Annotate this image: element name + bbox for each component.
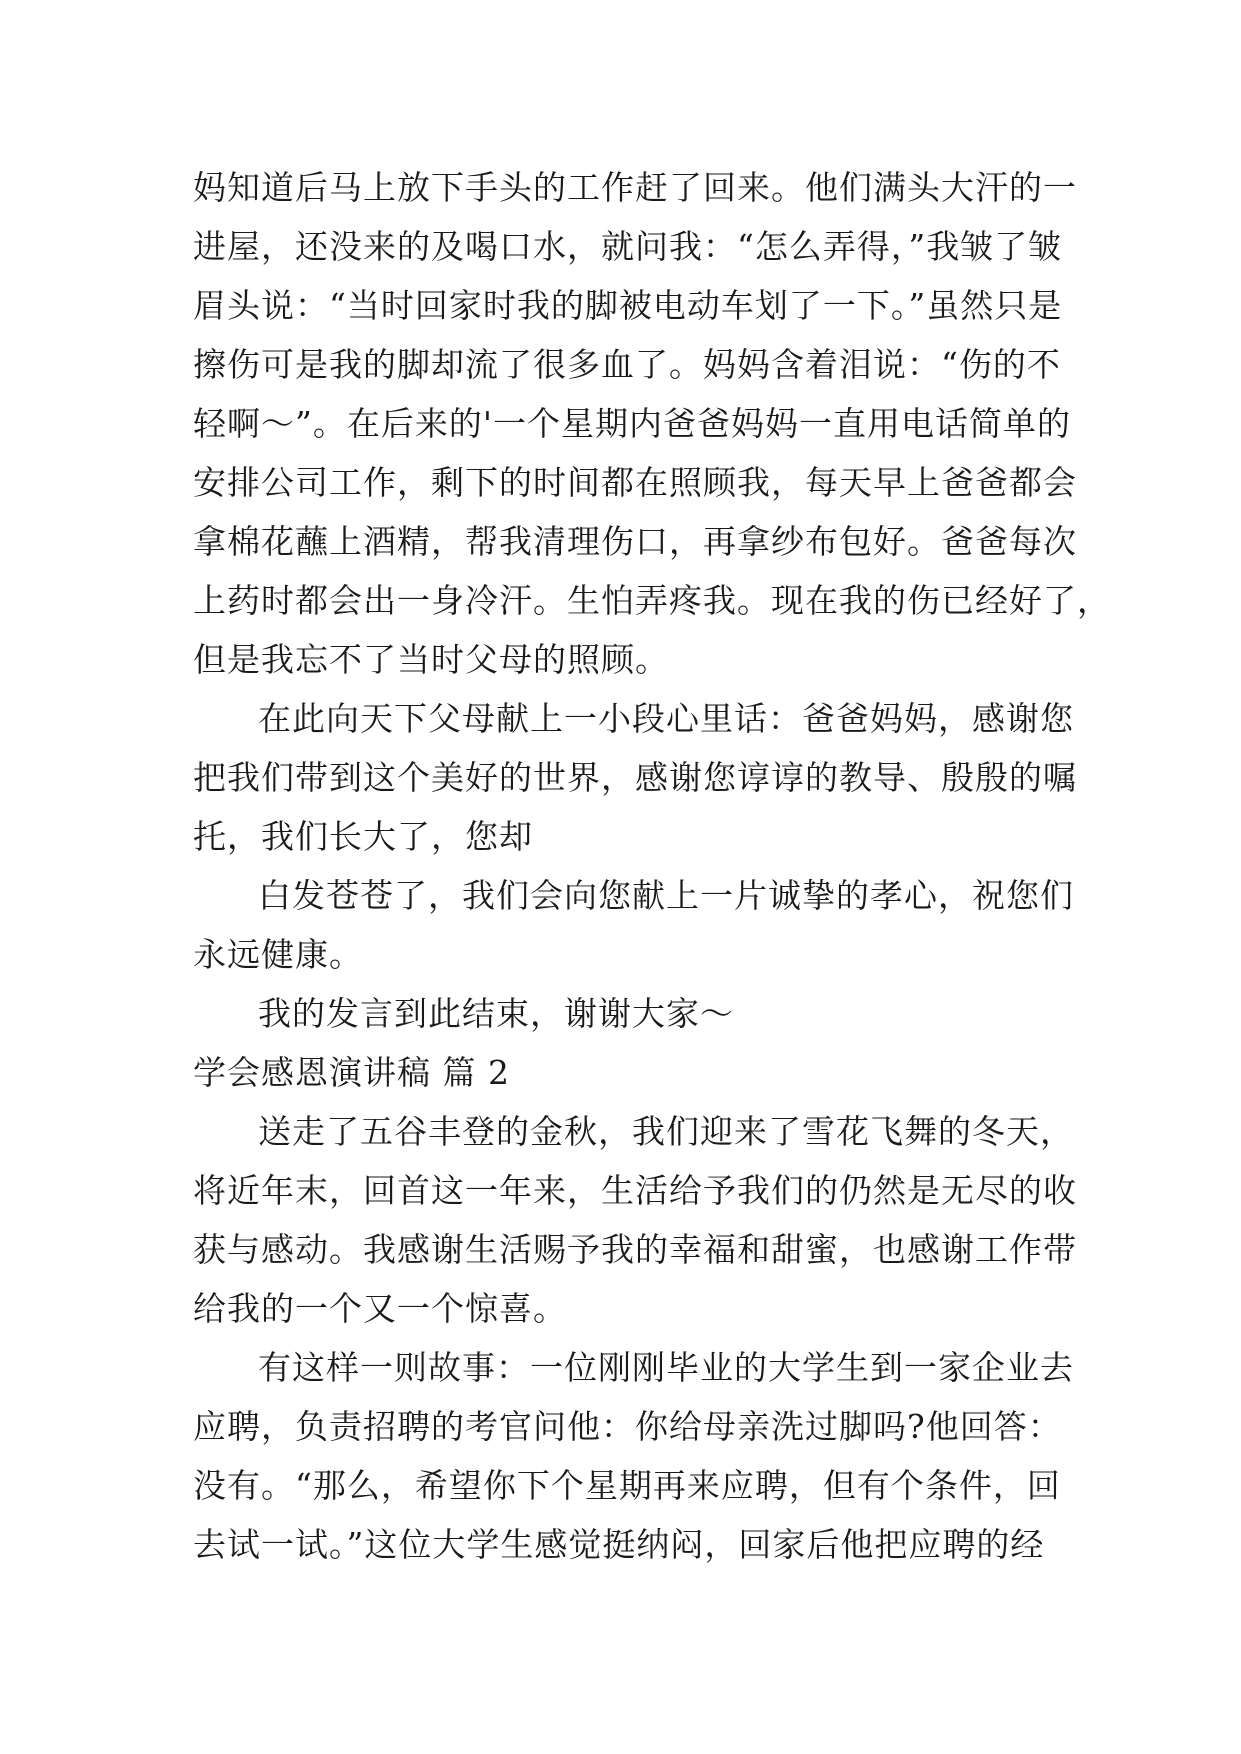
paragraph-line: 有这样一则故事：一位刚刚毕业的大学生到一家企业去 — [258, 1348, 1074, 1387]
paragraph-line: 拿棉花蘸上酒精，帮我清理伤口，再拿纱布包好。爸爸每次 — [193, 522, 1077, 561]
paragraph-line: 进屋，还没来的及喝口水，就问我：“怎么弄得，”我皱了皱 — [193, 227, 1063, 266]
paragraph-line: 把我们带到这个美好的世界，感谢您谆谆的教导、殷殷的嘱 — [193, 758, 1077, 797]
paragraph-line: 我的发言到此结束，谢谢大家～ — [258, 994, 734, 1033]
section-heading: 学会感恩演讲稿 篇 2 — [193, 1053, 510, 1092]
paragraph-line: 妈知道后马上放下手头的工作赶了回来。他们满头大汗的一 — [193, 168, 1077, 207]
paragraph-line: 获与感动。我感谢生活赐予我的幸福和甜蜜，也感谢工作带 — [193, 1230, 1077, 1269]
paragraph-line: 没有。“那么，希望你下个星期再来应聘，但有个条件，回 — [193, 1466, 1061, 1505]
paragraph-line: 但是我忘不了当时父母的照顾。 — [193, 640, 669, 679]
paragraph-line: 去试一试。”这位大学生感觉挺纳闷，回家后他把应聘的经 — [193, 1525, 1045, 1564]
paragraph-line: 在此向天下父母献上一小段心里话：爸爸妈妈，感谢您 — [258, 699, 1074, 738]
paragraph-line: 给我的一个又一个惊喜。 — [193, 1289, 567, 1328]
paragraph-line: 上药时都会出一身冷汗。生怕弄疼我。现在我的伤已经好了， — [193, 581, 1111, 620]
paragraph-line: 应聘，负责招聘的考官问他：你给母亲洗过脚吗?他回答： — [193, 1407, 1062, 1446]
paragraph-line: 托，我们长大了，您却 — [193, 817, 533, 856]
paragraph-line: 轻啊～”。在后来的'一个星期内爸爸妈妈一直用电话简单的 — [193, 404, 1071, 443]
paragraph-line: 白发苍苍了，我们会向您献上一片诚挚的孝心，祝您们 — [258, 876, 1074, 915]
paragraph-line: 将近年末，回首这一年来，生活给予我们的仍然是无尽的收 — [193, 1171, 1077, 1210]
paragraph-line: 永远健康。 — [193, 935, 363, 974]
paragraph-line: 安排公司工作，剩下的时间都在照顾我，每天早上爸爸都会 — [193, 463, 1077, 502]
paragraph-line: 擦伤可是我的脚却流了很多血了。妈妈含着泪说：“伤的不 — [193, 345, 1061, 384]
paragraph-line: 眉头说：“当时回家时我的脚被电动车划了一下。”虽然只是 — [193, 286, 1063, 325]
paragraph-line: 送走了五谷丰登的金秋，我们迎来了雪花飞舞的冬天， — [258, 1112, 1074, 1151]
